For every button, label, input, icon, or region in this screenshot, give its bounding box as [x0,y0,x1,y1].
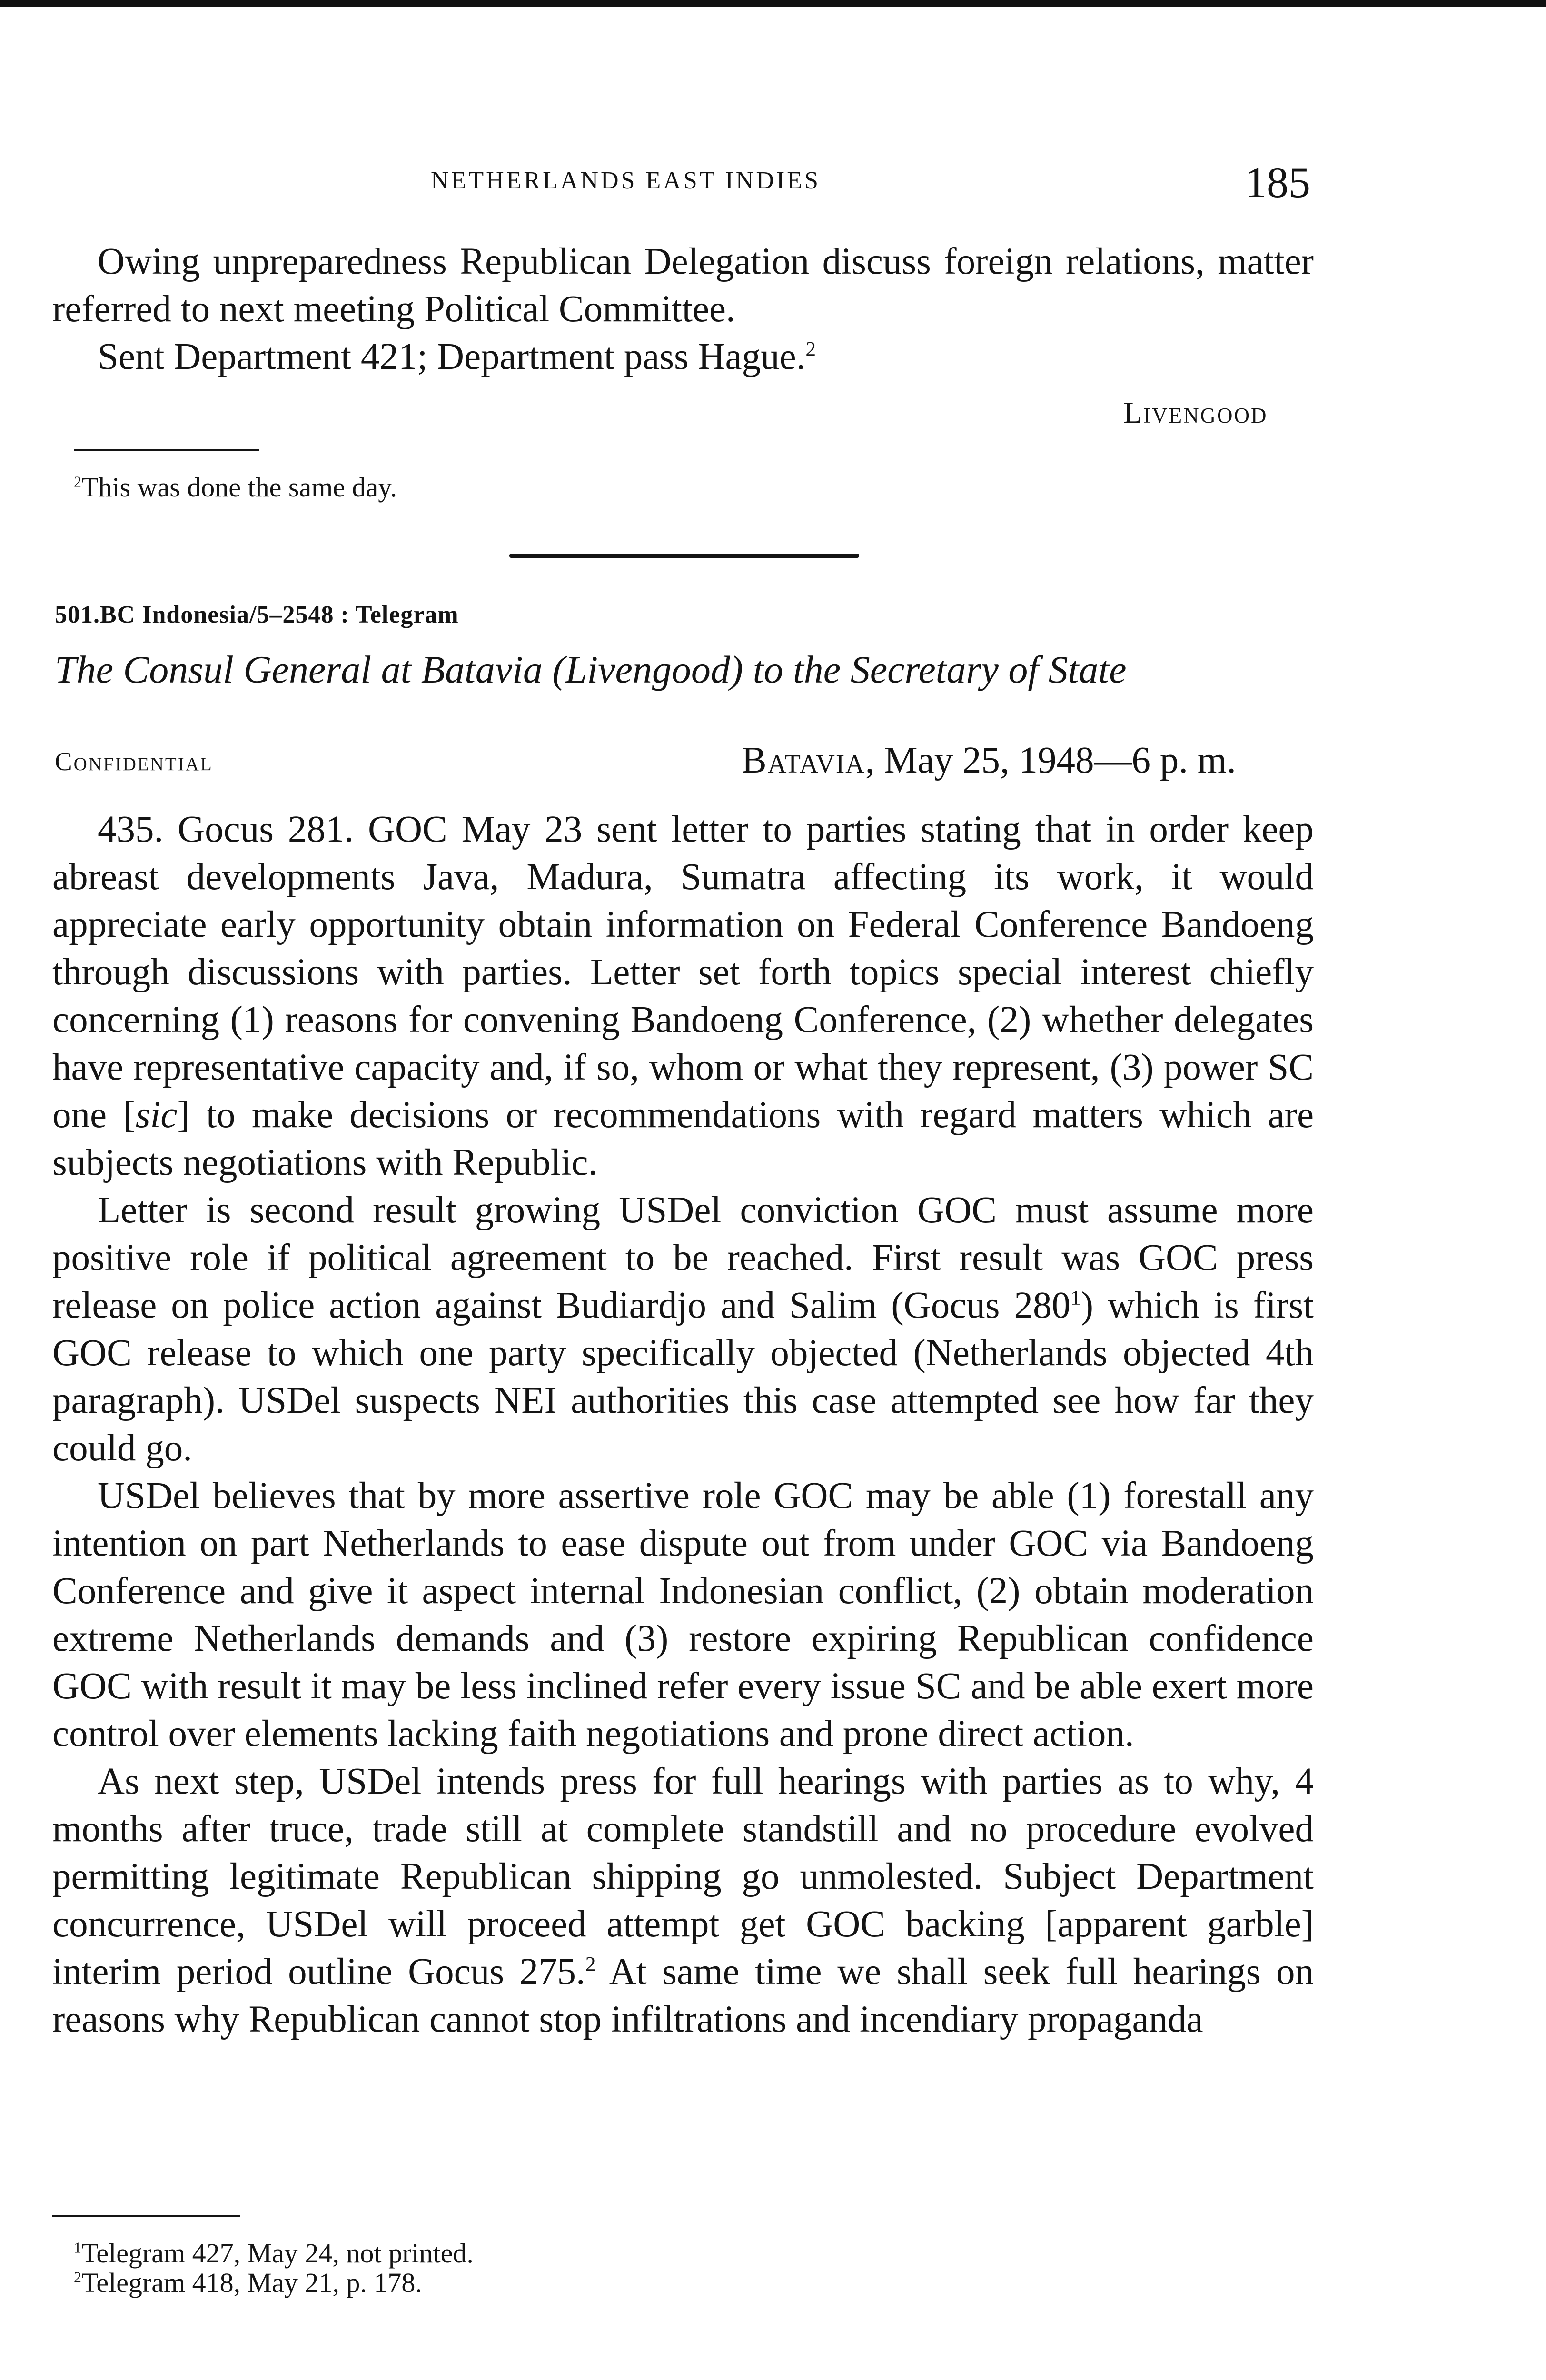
paragraph-2: Letter is second result growing USDel conviction GOC must assume more positive role if political agreement to be reached. First result was GOC press release on police action against Budiardjo and Salim (Gocus $280^1$) which is first GOC release to which one party specifically objected (Netherlands objected 4th paragraph). USDel suspects NEI authorities this case attempted see how far they could go. [52,1190,1314,1469]
paragraph-4: As next step, USDel intends press for full hearings with parties as to why, 4 months after truce, trade still at complete standstill and no procedure evolved permitting legitimate Republican shipping go unmolested. Subject Department concurrence, USDel will proceed attempt get GOC backing [apparent garble] interim period outline Gocus 275.$^2$ At same time we shall seek full hearings on reasons why Republican cannot stop infiltrations and incendiary propaganda [52,1761,1314,2040]
footnote-rule [52,2215,240,2217]
footnote-2: $^2$Telegram 418, May 21, p. 178. [74,2267,422,2298]
previous-paragraph: Owing unpreparedness Republican Delegation discuss foreign relations, matter referred to next meeting Political Committee. [52,241,1314,330]
file-reference: 501.BC Indonesia/5–2548 : Telegram [55,601,459,628]
page-top-border [0,0,1546,7]
previous-document-tail [52,238,1314,381]
footnote-ref: 2 [805,337,816,361]
paragraph-1: 435. Gocus 281. GOC May 23 sent letter to parties stating that in order keep abreast developments Java, Madura, Sumatra affecting its work, it would appreciate early opportunity obtain information on Federal Conference Bandoeng through discussions with parties. Letter set forth topics special interest chiefly concerning (1) reasons for convening Bandoeng Conference, (2) whether delegates have representative capacity and, if so, whom or what they represent, (3) power SC one [sic] to make decisions or recommendations with regard matters which are subjects negotiations with Republic. [52,809,1314,1183]
running-head: NETHERLANDS EAST INDIES [431,167,821,194]
signature-livengood: Livengood [1123,396,1268,429]
sent-line: Sent Department 421; Department pass Hague.$^2$ [98,336,816,377]
footnote-rule [74,449,259,451]
document-title: The Consul General at Batavia (Livengood) to the Secretary of State [55,648,1127,691]
footnote-ref: 2 [585,1953,596,1976]
footnote-1: $^1$Telegram 427, May 24, not printed. [74,2238,474,2269]
page-header [0,158,1546,214]
paragraph-3: USDel believes that by more assertive role GOC may be able (1) forestall any intention on part Netherlands to ease dispute out from under GOC via Bandoeng Conference and give it aspect internal Indonesian conflict, (2) obtain moderation extreme Netherlands demands and (3) restore expiring Republican confidence GOC with result it may be less inclined refer every issue SC and be able exert more control over elements lacking faith negotiations and prone direct action. [52,1475,1314,1755]
document-separator [509,554,859,558]
footnotes [74,2239,474,2298]
classification: Confidential [55,747,213,776]
footnote-ref: 1 [1070,1286,1081,1309]
previous-footnote: $^2$This was done the same day. [74,472,397,503]
page-number: 185 [1245,158,1310,207]
telegram-body [52,806,1314,2043]
dateline: Batavia, May 25, 1948—6 p. m. [742,740,1236,781]
